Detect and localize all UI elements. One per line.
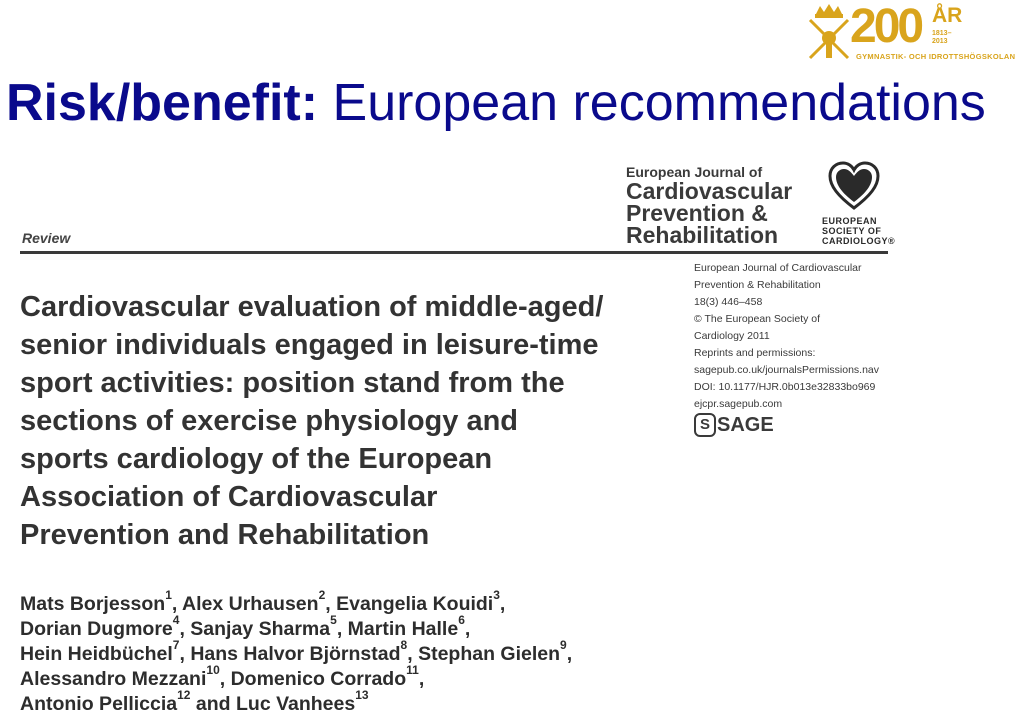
paper-title-line: sections of exercise physiology and: [20, 405, 518, 437]
author-affiliation: 2: [318, 588, 326, 602]
esc-logo: [822, 162, 896, 248]
journal-title-line3: Prevention &: [626, 200, 768, 226]
paper-title-line: senior individuals engaged in leisure-time: [20, 329, 599, 361]
anniversary-ar: ÅR: [932, 4, 963, 27]
author: [20, 613, 185, 640]
author-name: Antonio Pelliccia: [20, 693, 178, 715]
author-separator: ,: [336, 618, 343, 640]
author-name: Alessandro Mezzani: [20, 668, 207, 690]
author-affiliation: 3: [493, 588, 500, 602]
slide-title-part2: European recommendations: [332, 74, 986, 132]
paper-title-line: Prevention and Rehabilitation: [20, 519, 430, 551]
paper-title-line: sports cardiology of the European: [20, 443, 493, 475]
article-image: [0, 150, 960, 724]
author-separator: ,: [171, 593, 178, 615]
author-affiliation: 13: [355, 688, 369, 702]
author-name: Evangelia Kouidi: [336, 593, 494, 615]
author-affiliation: 1: [165, 588, 172, 602]
author: [347, 613, 471, 640]
author-name: Mats Borjesson: [20, 593, 166, 615]
author-line: [20, 688, 572, 717]
journal-title-line4: Rehabilitation: [626, 222, 779, 248]
author-line: [20, 638, 573, 667]
header-rule: [20, 251, 888, 254]
meta-line: Reprints and permissions:: [694, 347, 816, 359]
author-list: [20, 588, 573, 717]
author-separator: ,: [499, 593, 506, 615]
meta-line: sagepub.co.uk/journalsPermissions.nav: [694, 364, 880, 376]
author: [236, 688, 369, 715]
sage-logo: [694, 412, 774, 438]
author-separator: ,: [407, 643, 413, 665]
meta-line: DOI: 10.1177/HJR.0b013e32833bo969: [694, 381, 876, 393]
author-name: Dorian Dugmore: [20, 618, 173, 640]
meta-line: 18(3) 446–458: [694, 296, 763, 308]
author: [20, 688, 231, 715]
author-name: Stephan Gielen: [418, 643, 561, 665]
author-line: [20, 588, 572, 617]
sage-s-icon: S: [694, 413, 716, 437]
anniversary-subtitle: GYMNASTIK- OCH IDROTTSHÖGSKOLAN: [856, 52, 1015, 61]
author: [190, 638, 413, 665]
author: [418, 638, 573, 665]
author-affiliation: 9: [560, 638, 567, 652]
author-separator: ,: [566, 643, 573, 665]
author-separator: ,: [179, 643, 185, 665]
journal-title: [626, 164, 792, 246]
author-separator: ,: [219, 668, 226, 690]
meta-line: ejcpr.sagepub.com: [694, 398, 783, 410]
author-name: Luc Vanhees: [236, 693, 356, 715]
paper-title-line: sport activities: position stand from the: [20, 367, 565, 399]
author-affiliation: 8: [400, 638, 408, 652]
crown-crest-icon: [806, 4, 852, 60]
anniversary-logo: [806, 0, 1015, 64]
author: [20, 638, 185, 665]
meta-line: © The European Society of: [694, 313, 821, 325]
author: [190, 613, 343, 640]
meta-line: European Journal of Cardiovascular: [694, 262, 862, 274]
author-separator: ,: [325, 593, 331, 615]
author-separator: ,: [179, 618, 185, 640]
author: [20, 588, 178, 615]
esc-line2: SOCIETY OF: [822, 226, 882, 236]
publisher-name: SAGE: [717, 413, 774, 436]
author-name: Hans Halvor Björnstad: [190, 643, 401, 665]
author: [20, 663, 226, 690]
author-affiliation: 12: [177, 688, 191, 702]
section-label: Review: [22, 230, 71, 246]
esc-line1: EUROPEAN: [822, 216, 878, 226]
author-name: Alex Urhausen: [182, 593, 319, 615]
anniversary-number: 200: [850, 0, 922, 53]
author-affiliation: 10: [206, 663, 220, 677]
anniversary-years: 1813–2013: [932, 30, 952, 45]
paper-title: [20, 288, 670, 554]
author-separator: and: [190, 693, 231, 715]
author: [182, 588, 331, 615]
author: [336, 588, 506, 615]
paper-title-line: Cardiovascular evaluation of middle-aged/: [20, 291, 604, 323]
paper-title-line: Association of Cardiovascular: [20, 481, 438, 513]
author: [230, 663, 425, 690]
author-separator: ,: [418, 668, 425, 690]
author-affiliation: 6: [458, 613, 465, 627]
author-line: [20, 613, 572, 642]
meta-line: Prevention & Rehabilitation: [694, 279, 821, 291]
author-line: [20, 663, 572, 692]
author-name: Domenico Corrado: [230, 668, 407, 690]
article-meta: [694, 260, 879, 413]
author-affiliation: 5: [330, 613, 337, 627]
author-separator: ,: [464, 618, 471, 640]
esc-society-name: [822, 216, 895, 246]
author-name: Hein Heidbüchel: [20, 643, 173, 665]
journal-title-line1: European Journal of: [626, 164, 763, 180]
author-affiliation: 11: [406, 663, 419, 677]
slide-title: [6, 74, 986, 132]
slide-title-part1: Risk/benefit:: [6, 74, 319, 132]
meta-line: Cardiology 2011: [694, 330, 770, 342]
esc-line3: CARDIOLOGY®: [822, 236, 896, 246]
author-affiliation: 7: [172, 638, 180, 652]
heart-icon: [828, 162, 880, 210]
author-name: Martin Halle: [347, 618, 459, 640]
author-affiliation: 4: [172, 613, 180, 627]
author-name: Sanjay Sharma: [190, 618, 331, 640]
journal-title-line2: Cardiovascular: [626, 178, 793, 204]
